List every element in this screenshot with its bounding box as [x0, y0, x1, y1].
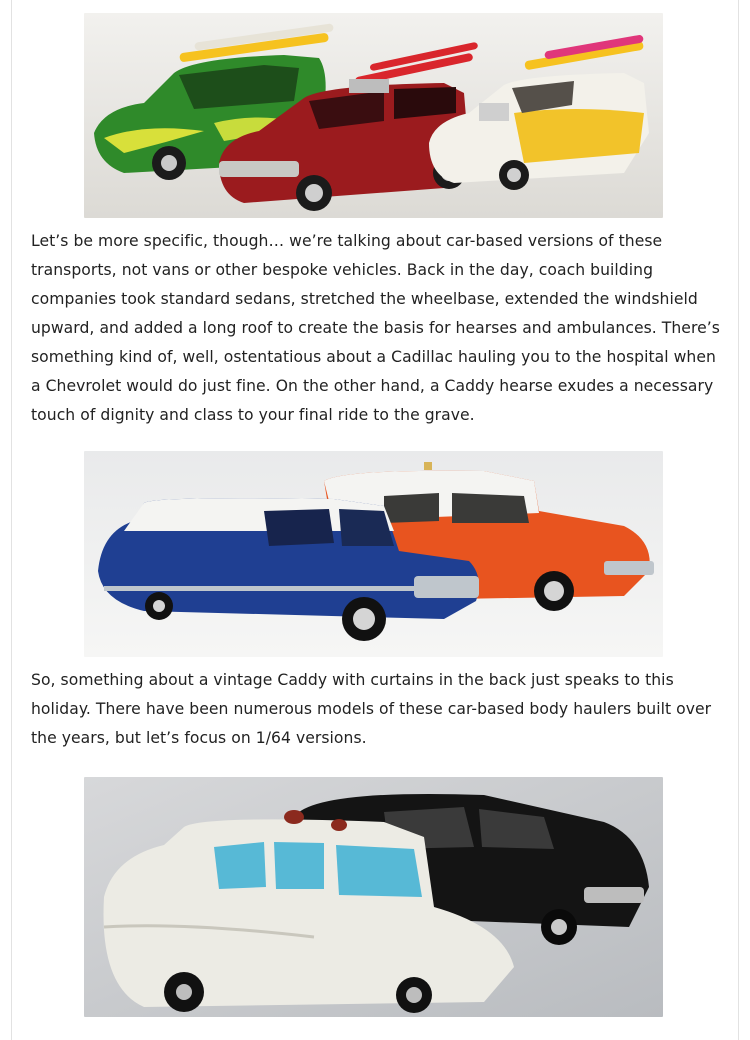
article-paragraph-2: So, something about a vintage Caddy with curtains in the back just speaks to this holiday. There have been numerous models of these car-based body haulers built over the years, but let’s focus on 1/64 versions.: [31, 671, 712, 747]
hearse-and-ambulance-image: [84, 451, 663, 657]
vintage-white-and-black-photo: [84, 777, 663, 1017]
vintage-ambulance-hearse-image: [84, 777, 663, 1017]
surf-wagons-photo: [84, 13, 663, 218]
article-paragraph-1: Let’s be more specific, though… we’re talking about car-based versions of these transports, not vans or other bespoke vehicles. Back in the day, coach building companies took standard sedans, stretched the wheelbase, extended the windshield upward, and added a long roof to create the basis for hearses and ambulances. There’s something kind of, well, ostentatious about a Cadillac hauling you to the hospital when a Chevrolet would do just fine. On the other hand, a Caddy hearse exudes a necessary touch of dignity and class to your final ride to the grave.: [31, 232, 720, 424]
hearse-and-ambulance-photo: [84, 451, 663, 657]
surf-wagons-image: [84, 13, 663, 218]
